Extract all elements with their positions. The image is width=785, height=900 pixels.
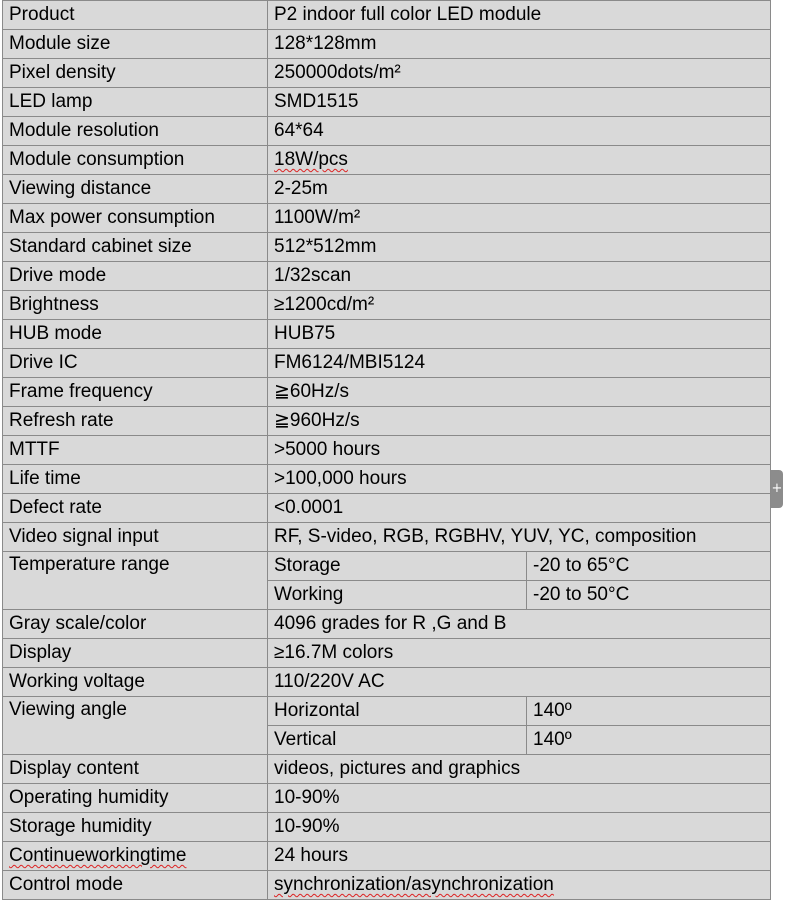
spec-value — [268, 784, 771, 813]
spec-value — [268, 668, 771, 697]
spec-label — [3, 610, 268, 639]
spec-sub-label — [268, 726, 527, 755]
spec-label — [3, 465, 268, 494]
spec-value-text: ≥16.7M colors — [274, 642, 394, 663]
spec-value — [268, 291, 771, 320]
spec-value — [268, 320, 771, 349]
spec-label-text: Control mode — [9, 874, 124, 895]
spec-label-text: Gray scale/color — [9, 613, 147, 634]
spec-value-text: 4096 grades for R ,G and B — [274, 613, 507, 634]
spec-value — [268, 117, 771, 146]
spec-label-text: LED lamp — [9, 91, 93, 112]
table-row — [3, 1, 771, 30]
spec-sub-value — [527, 581, 771, 610]
spec-value-text: 24 hours — [274, 845, 348, 866]
spec-label — [3, 233, 268, 262]
table-row — [3, 436, 771, 465]
spec-sub-label — [268, 697, 527, 726]
spec-label-text: Continueworkingtime — [9, 845, 187, 866]
table-row — [3, 697, 771, 726]
spec-sub-value-text: -20 to 50°C — [533, 584, 630, 605]
spec-sub-value-text: 140º — [533, 729, 572, 750]
spec-value-text: HUB75 — [274, 323, 336, 344]
spec-value-text: ≧960Hz/s — [274, 410, 360, 431]
spec-sub-label — [268, 581, 527, 610]
spec-value-text: 18W/pcs — [274, 149, 348, 170]
spec-value-text: FM6124/MBI5124 — [274, 352, 426, 373]
spec-label-text: Viewing distance — [9, 178, 152, 199]
spec-sub-label-text: Working — [274, 584, 344, 605]
spec-sub-value — [527, 552, 771, 581]
spec-value — [268, 523, 771, 552]
spec-label-text: Standard cabinet size — [9, 236, 192, 257]
spec-label-text: Product — [9, 4, 75, 25]
spec-value — [268, 88, 771, 117]
spec-label — [3, 871, 268, 900]
spec-value-text: 512*512mm — [274, 236, 377, 257]
spec-value-text: 128*128mm — [274, 33, 377, 54]
spec-label — [3, 291, 268, 320]
spec-value — [268, 175, 771, 204]
spec-value — [268, 610, 771, 639]
spec-label-text: Temperature range — [9, 554, 170, 575]
spec-label — [3, 117, 268, 146]
spec-value — [268, 262, 771, 291]
table-row — [3, 262, 771, 291]
spec-label — [3, 320, 268, 349]
spec-sub-label-text: Storage — [274, 555, 341, 576]
spec-label-text: HUB mode — [9, 323, 102, 344]
table-row — [3, 610, 771, 639]
spec-label — [3, 146, 268, 175]
spec-label-text: Pixel density — [9, 62, 116, 83]
table-row — [3, 755, 771, 784]
spec-label-text: Defect rate — [9, 497, 102, 518]
spec-value-text: RF, S-video, RGB, RGBHV, YUV, YC, composition — [274, 526, 697, 547]
table-row — [3, 204, 771, 233]
spec-label — [3, 842, 268, 871]
table-row — [3, 813, 771, 842]
table-row — [3, 59, 771, 88]
spec-label — [3, 349, 268, 378]
spec-sub-label-text: Vertical — [274, 729, 337, 750]
spec-value-text: <0.0001 — [274, 497, 344, 518]
spec-label-text: Display content — [9, 758, 139, 779]
spec-value-text: ≥1200cd/m² — [274, 294, 375, 315]
spec-label-text: Storage humidity — [9, 816, 152, 837]
table-row — [3, 320, 771, 349]
spec-label — [3, 30, 268, 59]
spec-value-text: 250000dots/m² — [274, 62, 401, 83]
spec-label — [3, 755, 268, 784]
table-row — [3, 494, 771, 523]
spec-sub-label-text: Horizontal — [274, 700, 360, 721]
spec-value — [268, 871, 771, 900]
spec-label — [3, 262, 268, 291]
spec-label — [3, 784, 268, 813]
spec-value — [268, 436, 771, 465]
spec-value-text: 110/220V AC — [274, 671, 385, 692]
spec-label — [3, 59, 268, 88]
table-row — [3, 291, 771, 320]
spec-sub-label — [268, 552, 527, 581]
spec-value-text: 1100W/m² — [274, 207, 361, 228]
spec-value-text: 10-90% — [274, 816, 340, 837]
spec-label-text: Module size — [9, 33, 111, 54]
spec-label-text: Video signal input — [9, 526, 159, 547]
spec-label — [3, 436, 268, 465]
table-row — [3, 349, 771, 378]
spec-table-body — [3, 1, 771, 900]
table-row — [3, 523, 771, 552]
spec-label-text: Life time — [9, 468, 81, 489]
spec-value — [268, 204, 771, 233]
spec-label — [3, 378, 268, 407]
spec-label — [3, 407, 268, 436]
table-row — [3, 552, 771, 581]
spec-label-text: Drive IC — [9, 352, 78, 373]
table-row — [3, 668, 771, 697]
spec-value-text: 1/32scan — [274, 265, 352, 286]
spec-value-text: videos, pictures and graphics — [274, 758, 521, 779]
table-row — [3, 88, 771, 117]
side-expand-handle[interactable] — [771, 470, 783, 508]
spec-value — [268, 465, 771, 494]
spec-value-text: synchronization/asynchronization — [274, 874, 554, 895]
spec-value — [268, 813, 771, 842]
spec-value-text: 2-25m — [274, 178, 328, 199]
spec-value — [268, 1, 771, 30]
spec-label — [3, 88, 268, 117]
spec-label-text: Working voltage — [9, 671, 145, 692]
spec-value-text: SMD1515 — [274, 91, 359, 112]
spec-label-text: Display — [9, 642, 72, 663]
spec-value — [268, 378, 771, 407]
spec-label — [3, 204, 268, 233]
spec-value — [268, 146, 771, 175]
spec-value — [268, 233, 771, 262]
spec-sub-value — [527, 726, 771, 755]
spec-value-text: >5000 hours — [274, 439, 381, 460]
spec-value — [268, 59, 771, 88]
spec-value-text: P2 indoor full color LED module — [274, 4, 542, 25]
table-row — [3, 784, 771, 813]
spec-label-text: Brightness — [9, 294, 99, 315]
spec-value — [268, 30, 771, 59]
spec-value — [268, 755, 771, 784]
table-row — [3, 175, 771, 204]
table-row — [3, 117, 771, 146]
spec-value-text: 10-90% — [274, 787, 340, 808]
table-row — [3, 146, 771, 175]
spec-label-text: MTTF — [9, 439, 60, 460]
spec-value — [268, 349, 771, 378]
table-row — [3, 30, 771, 59]
table-row — [3, 233, 771, 262]
spec-value-text: 64*64 — [274, 120, 324, 141]
spec-label — [3, 552, 268, 610]
spec-sub-value — [527, 697, 771, 726]
spec-sub-value-text: 140º — [533, 700, 572, 721]
spec-value-text: ≧60Hz/s — [274, 381, 350, 402]
spec-label — [3, 175, 268, 204]
spec-label-text: Drive mode — [9, 265, 107, 286]
spec-label — [3, 813, 268, 842]
spec-label-text: Max power consumption — [9, 207, 215, 228]
table-row — [3, 465, 771, 494]
spec-label-text: Frame frequency — [9, 381, 153, 402]
spec-value — [268, 639, 771, 668]
spec-table — [2, 0, 771, 900]
spec-label — [3, 523, 268, 552]
spec-sub-value-text: -20 to 65°C — [533, 555, 630, 576]
spec-value — [268, 494, 771, 523]
table-row — [3, 871, 771, 900]
spec-label-text: Viewing angle — [9, 699, 127, 720]
spec-label — [3, 668, 268, 697]
table-row — [3, 407, 771, 436]
table-row — [3, 639, 771, 668]
spec-value-text: >100,000 hours — [274, 468, 407, 489]
spec-label-text: Operating humidity — [9, 787, 169, 808]
spec-value — [268, 407, 771, 436]
spec-label — [3, 697, 268, 755]
spec-label-text: Refresh rate — [9, 410, 114, 431]
spec-label — [3, 1, 268, 30]
spec-label — [3, 639, 268, 668]
spec-label-text: Module resolution — [9, 120, 159, 141]
spec-label-text: Module consumption — [9, 149, 185, 170]
table-row — [3, 378, 771, 407]
spec-value — [268, 842, 771, 871]
table-row — [3, 842, 771, 871]
spec-label — [3, 494, 268, 523]
plus-icon: + — [771, 481, 783, 496]
